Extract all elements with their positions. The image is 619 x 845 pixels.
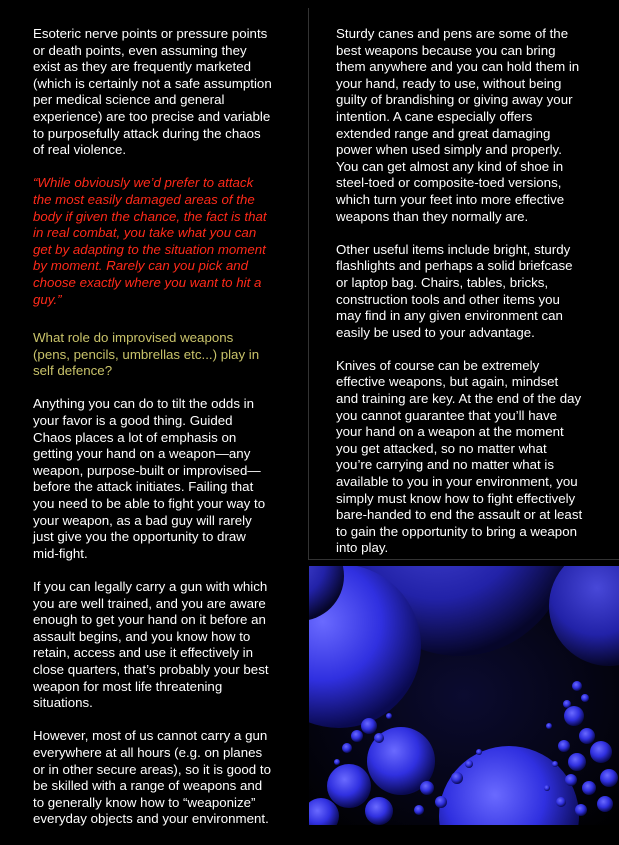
paragraph-weaponize: However, most of us cannot carry a gun everywhere at all hours (e.g. on planes or in other secure areas), so it is good to be skilled with a range of weapons and to generally know how to “weaponize” everyday objects and your environment. — [33, 728, 271, 827]
paragraph-nerve-points: Esoteric nerve points or pressure points or death points, even assuming they exist as they are frequently marketed (which is certainly not a safe assumption per medical science and general experience) are too precise and variable to purposefully attack during the chaos of real violence. — [33, 26, 272, 158]
paragraph-tilt-odds: Anything you can do to tilt the odds in your favor is a good thing. Guided Chaos places a lot of emphasis on getting your hand on a weapon—any weapon, purpose-built or improvised—before the attack initiates. Failing that you need to be able to fight your way to your weapon, as a bad guy will rarely just give you the opportunity to draw mid-fight. — [33, 396, 266, 561]
paragraph-useful-items: Other useful items include bright, sturdy flashlights and perhaps a solid briefcase or laptop bag. Chairs, tables, bricks, construction tools and other items you may find in any given environment can easily be used to your advantage. — [336, 241, 573, 340]
paragraph-canes-pens: Sturdy canes and pens are some of the best weapons because you can bring them anywhere and you can hold them in your hand, ready to use, without being guilty of brandishing or giving away your intention. A cane especially offers extended range and great damaging power when used simply and properly. You can get almost any kind of shoe in steel-toed or composite-toed versions, which turn your feet into more effective weapons than they normally are. — [336, 26, 580, 224]
paragraph-knives: Knives of course can be extremely effective weapons, but again, mindset and training are key. At the end of the day you cannot guarantee that you’ll have your hand on a weapon at the moment you get attacked, so no matter what you’re carrying and no matter what is available to you in your environment, you simply must know how to fight effectively bare-handed to end the assault or at least to gain the opportunity to bring a weapon into play. — [336, 357, 583, 556]
paragraph-gun: If you can legally carry a gun with which you are well trained, and you are aware enough to get your hand on it before an assault begins, and you know how to retain, access and use it effectively in close quarters, that’s probably your best weapon for most life threatening situations. — [33, 579, 269, 711]
pull-quote: “While obviously we’d prefer to attack the most easily damaged areas of the body if given the chance, the fact is that in real combat, you take what you can get by adapting to the situation moment by moment. Rarely can you pick and choose exactly where you want to hit a guy.” — [33, 175, 267, 307]
interview-question: What role do improvised weapons (pens, pencils, umbrellas etc...) play in self defence? — [33, 330, 260, 379]
right-column — [336, 26, 584, 574]
column-divider — [308, 8, 309, 560]
left-column — [33, 26, 273, 845]
blue-sphere-fractal-image — [309, 566, 619, 825]
